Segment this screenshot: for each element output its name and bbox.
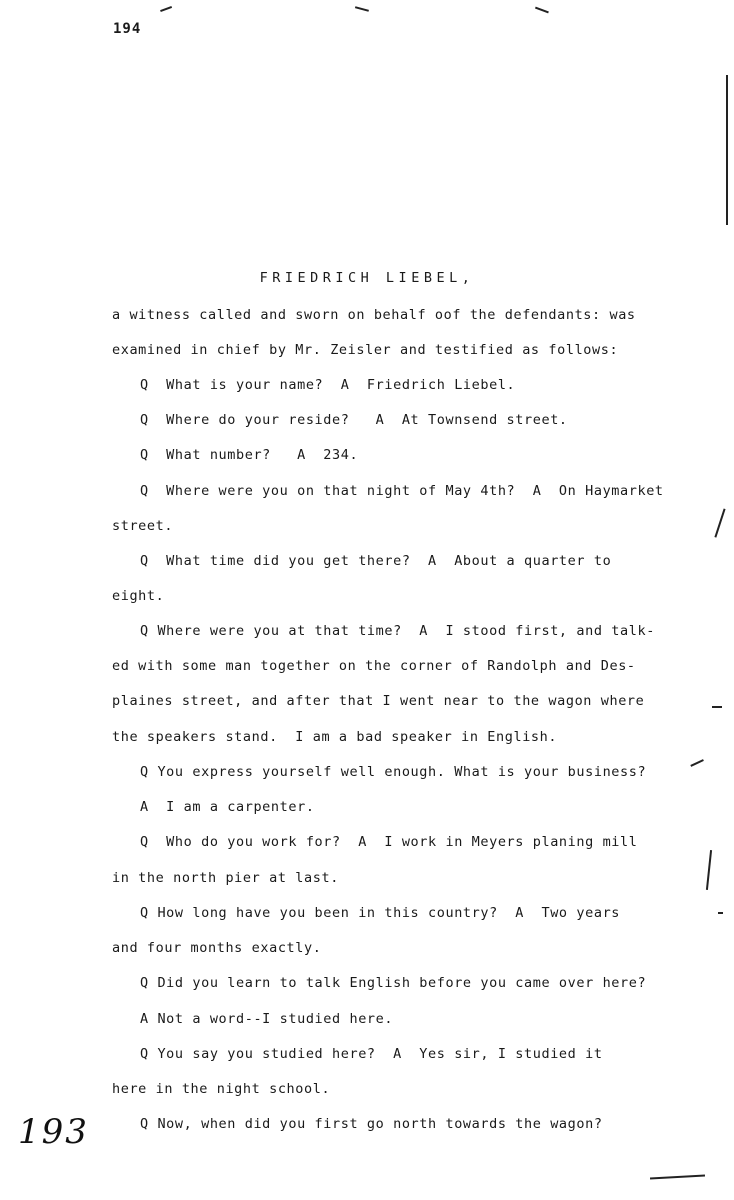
transcript-line: plaines street, and after that I went near to the wagon where (112, 693, 645, 709)
transcript-line: Q What is your name? A Friedrich Liebel. (140, 377, 516, 393)
scan-mark (160, 6, 172, 12)
transcript-line: Q What time did you get there? A About a quarter to (140, 553, 612, 569)
transcript-line: Q You express yourself well enough. What is your business? (140, 764, 647, 780)
transcript-line: Q Where do your reside? A At Townsend street. (140, 412, 568, 428)
transcript-line: Q Who do you work for? A I work in Meyers planing mill (140, 834, 638, 850)
transcript-line: Q Where were you at that time? A I stood first, and talk- (140, 623, 655, 639)
transcript-line: Q You say you studied here? A Yes sir, I studied it (140, 1046, 603, 1062)
margin-tick (690, 759, 703, 766)
margin-tick (712, 706, 722, 708)
transcript-line: Q Did you learn to talk English before you came over here? (140, 975, 647, 991)
page-number: 194 (113, 21, 142, 37)
transcript-line: the speakers stand. I am a bad speaker in English. (112, 729, 558, 745)
transcript-line: Q What number? A 234. (140, 447, 359, 463)
witness-heading: FRIEDRICH LIEBEL, (259, 270, 475, 286)
margin-tick (706, 850, 712, 890)
transcript-line: Q Where were you on that night of May 4th? A On Haymarket (140, 483, 664, 499)
scan-mark (535, 7, 549, 13)
transcript-line: a witness called and sworn on behalf oof the defendants: was (112, 307, 636, 323)
margin-tick (714, 509, 725, 538)
transcript-line: here in the night school. (112, 1081, 331, 1097)
transcript-line: and four months exactly. (112, 940, 322, 956)
transcript-line: eight. (112, 588, 165, 604)
margin-tick (718, 912, 723, 914)
transcript-line: A Not a word--I studied here. (140, 1011, 394, 1027)
scan-mark (650, 1175, 705, 1180)
transcript-line: in the north pier at last. (112, 870, 339, 886)
transcript-line: street. (112, 518, 174, 534)
transcript-line: ed with some man together on the corner of Randolph and Des- (112, 658, 636, 674)
margin-rule (726, 75, 728, 225)
transcript-line: Q How long have you been in this country? A Two years (140, 905, 621, 921)
scan-mark (355, 6, 369, 11)
transcript-line: A I am a carpenter. (140, 799, 315, 815)
transcript-line: examined in chief by Mr. Zeisler and testified as follows: (112, 342, 619, 358)
handwritten-page-number: 193 (18, 1112, 89, 1152)
transcript-line: Q Now, when did you first go north towards the wagon? (140, 1116, 603, 1132)
